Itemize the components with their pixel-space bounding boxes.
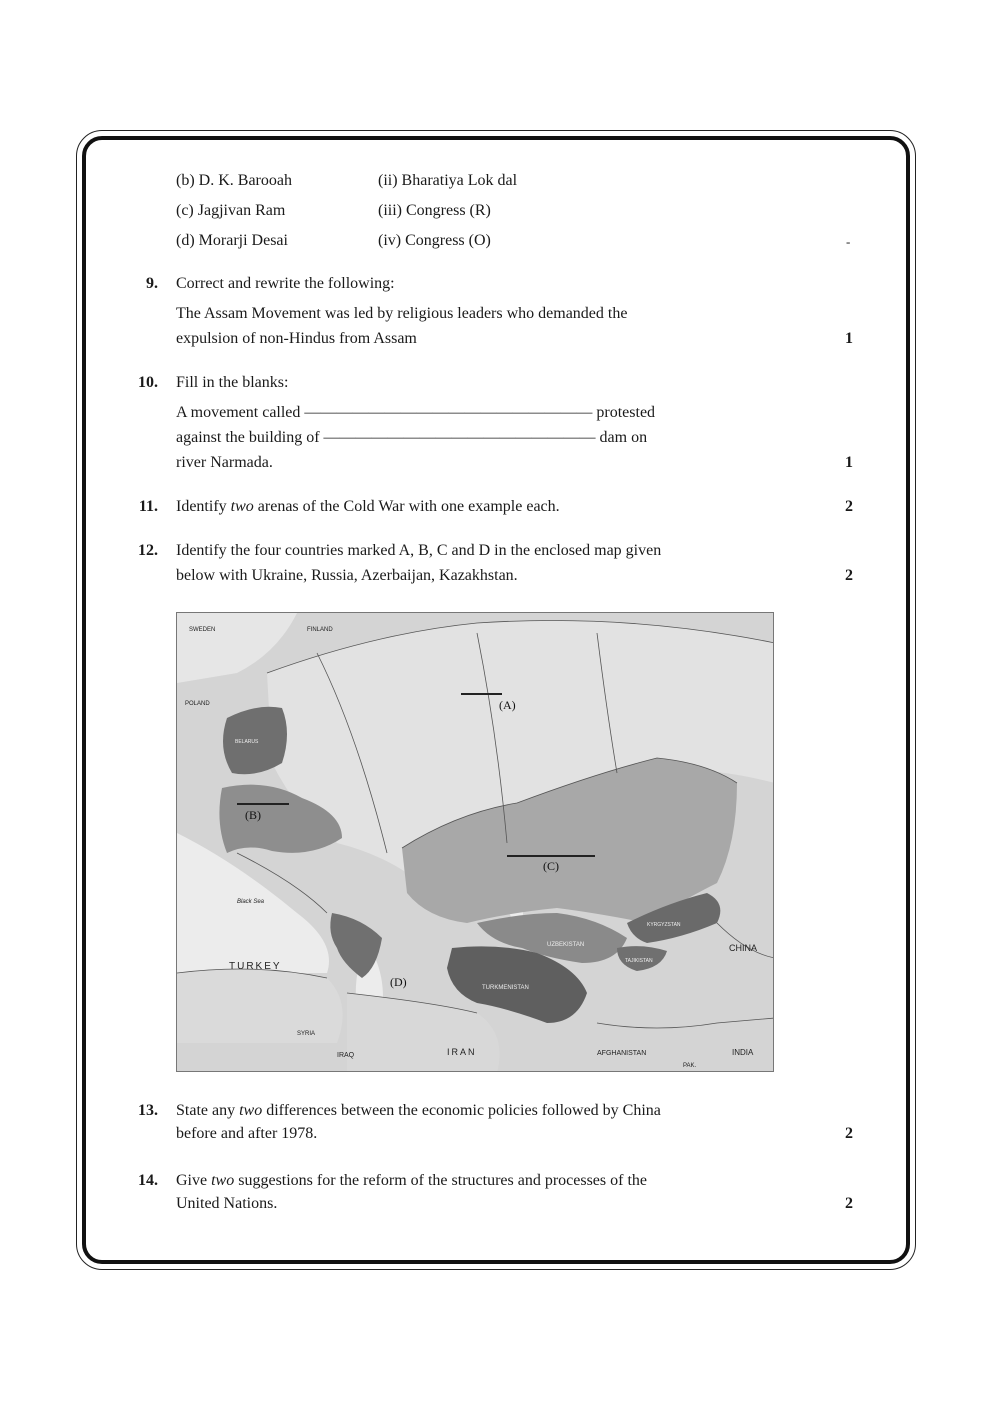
turkey-shape [177, 969, 343, 1043]
q12-marks: 2 [845, 567, 853, 584]
q13-text-post: differences between the economic policies followed by China [262, 1102, 661, 1119]
place-kyrgyzstan: KYRGYZSTAN [647, 922, 681, 928]
map-label-d: (D) [390, 975, 407, 989]
q11-marks: 2 [845, 498, 853, 515]
q11-text-post: arenas of the Cold War with one example each. [253, 498, 560, 515]
question-number-9: 9. [146, 275, 158, 292]
place-poland: POLAND [185, 701, 210, 707]
match-left-b: (b) D. K. Barooah [176, 172, 292, 189]
q14-marks: 2 [845, 1195, 853, 1212]
q13-text-pre: State any [176, 1102, 240, 1119]
match-right-iii: (iii) Congress (R) [378, 202, 491, 219]
place-uzbekistan: UZBEKISTAN [547, 942, 585, 948]
question-number-13: 13. [138, 1102, 158, 1119]
map-figure [176, 612, 774, 1072]
q14-text-line1 [176, 1172, 647, 1190]
map-label-b: (B) [245, 808, 261, 822]
q10-blank-line3: river Narmada. [176, 454, 273, 471]
q12-text-line1: Identify the four countries marked A, B, C and D in the enclosed map given [176, 542, 662, 559]
place-belarus: BELARUS [235, 739, 259, 745]
q11-text [176, 498, 560, 516]
q13-marks: 2 [845, 1125, 853, 1142]
place-black-sea: Black Sea [237, 899, 265, 905]
q10-instruction: Fill in the blanks: [176, 374, 289, 391]
place-turkey: TURKEY [229, 961, 282, 972]
q10-blank-line1: A movement called —————————————————— protested [176, 404, 656, 421]
place-iraq: IRAQ [337, 1052, 355, 1059]
place-china: CHINA [729, 943, 758, 953]
q11-text-emphasis: two [230, 498, 254, 515]
q14-text-post: suggestions for the reform of the structures and processes of the [234, 1172, 648, 1189]
map-label-a: (A) [499, 698, 516, 712]
place-turkmenistan: TURKMENISTAN [482, 985, 529, 991]
place-iran: IRAN [447, 1047, 477, 1057]
q9-text-line2: expulsion of non-Hindus from Assam [176, 330, 417, 347]
question-number-10: 10. [138, 374, 158, 391]
q14-text-emphasis: two [211, 1172, 235, 1189]
question-number-12: 12. [138, 542, 158, 559]
place-sweden: SWEDEN [189, 627, 216, 633]
place-finland: FINLAND [307, 627, 333, 633]
q13-text-line1 [176, 1102, 661, 1120]
q13-text-emphasis: two [239, 1102, 263, 1119]
place-india: INDIA [732, 1048, 754, 1057]
q9-instruction: Correct and rewrite the following: [176, 275, 395, 292]
map-label-c: (C) [543, 859, 559, 873]
q10-blank-line2: against the building of ————————————————— dam on [176, 429, 648, 446]
q14-text-line2: United Nations. [176, 1195, 278, 1212]
stray-mark: - [846, 234, 851, 249]
q11-text-pre: Identify [176, 498, 231, 515]
match-left-d: (d) Morarji Desai [176, 232, 288, 249]
place-pak: PAK. [683, 1063, 697, 1069]
question-number-11: 11. [138, 498, 158, 515]
q12-text-line2: below with Ukraine, Russia, Azerbaijan, Kazakhstan. [176, 567, 518, 584]
q9-text-line1: The Assam Movement was led by religious leaders who demanded the [176, 305, 628, 322]
question-number-14: 14. [138, 1172, 158, 1189]
place-afghanistan: AFGHANISTAN [597, 1050, 647, 1057]
q10-marks: 1 [845, 454, 853, 471]
map-svg [177, 613, 774, 1072]
q9-marks: 1 [845, 330, 853, 347]
match-right-iv: (iv) Congress (O) [378, 232, 491, 249]
match-left-c: (c) Jagjivan Ram [176, 202, 286, 219]
q14-text-pre: Give [176, 1172, 212, 1189]
place-syria: SYRIA [297, 1031, 316, 1037]
place-tajikistan: TAJIKISTAN [625, 958, 653, 964]
q13-text-line2: before and after 1978. [176, 1125, 318, 1142]
match-right-ii: (ii) Bharatiya Lok dal [378, 172, 518, 189]
